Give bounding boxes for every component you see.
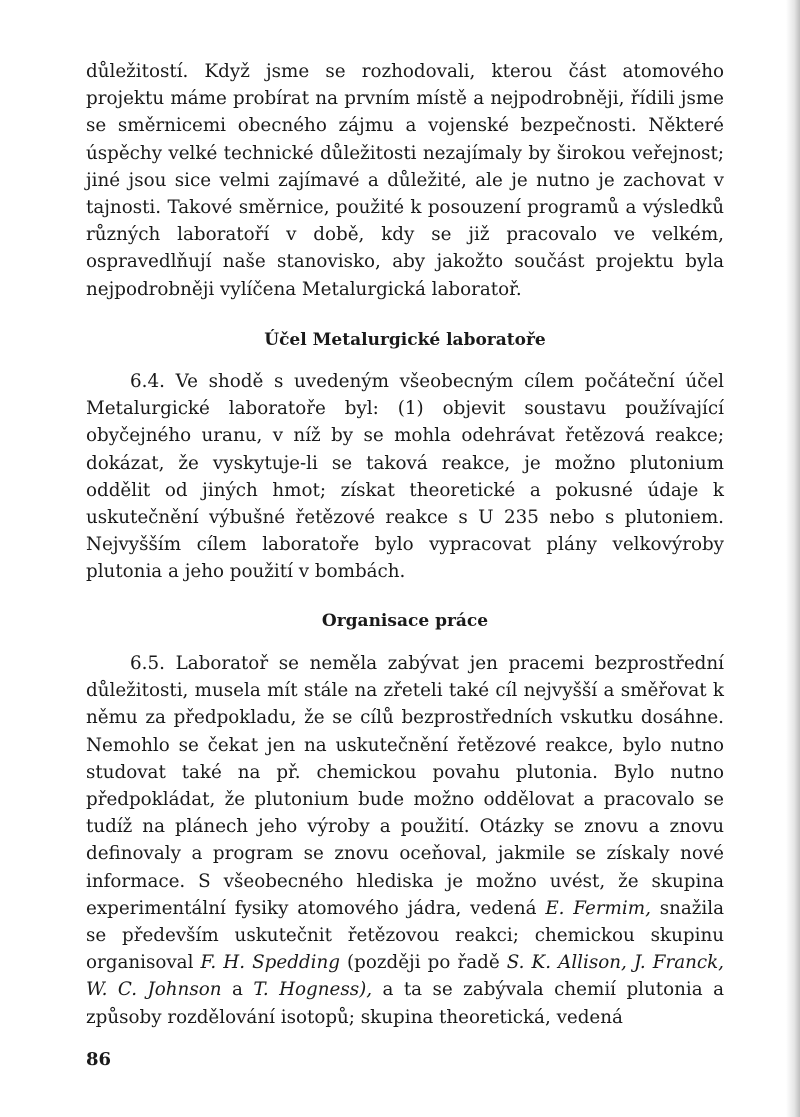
- section-heading-organisation: Organisace práce: [321, 611, 489, 631]
- person-name: S. K. Allison, J. Franck, W. C. Johnson: [86, 952, 724, 1001]
- section-number: 6.4.: [130, 371, 165, 392]
- person-name: T. Hogness),: [253, 979, 373, 1001]
- page-edge-shadow: [786, 0, 800, 1117]
- section-heading-purpose: Účel Metalurgické laboratoře: [264, 330, 546, 350]
- section-text: Ve shodě s uvedeným všeobecným cílem počáteční účel Metalurgické laboratoře byl: (1) objevit soustavu používající obyčejného uranu, v níž by se mohla odehrávat řetězová reakce; dokázat, že vyskytuje-li se taková reakce, je možno plutonium oddělit od jiných hmot; získat theoretické a pokusné údaje k uskutečnění výbušné řetězové reakce s U 235 nebo s plutoniem. Nejvyšším cílem laboratoře bylo vypracovat plány velkovýroby plutonia a jeho použití v bombách.: [86, 371, 724, 583]
- section-6-4-paragraph: [86, 368, 724, 586]
- person-name: F. H. Spedding: [200, 952, 340, 974]
- intro-paragraph: [86, 58, 724, 303]
- intro-paragraph-text: důležitostí. Když jsme se rozhodovali, kterou část atomového projektu máme probírat na prvním místě a nejpodrobněji, řídili jsme se směrnicemi obecného zájmu a vojenské bezpečnosti. Některé úspěchy velké technické důležitosti nezajímaly by širokou veřejnost; jiné jsou sice velmi zajímavé a důležité, ale je nutno je zachovat v tajnosti. Takové směrnice, použité k posouzení programů a výsledků různých laboratoří v době, kdy se již pracovalo ve velkém, ospravedlňují naše stanovisko, aby jakožto součást projektu byla nejpodrobněji vylíčena Metalurgická laboratoř.: [86, 61, 724, 300]
- person-name: E. Fermim,: [545, 897, 651, 919]
- section-text: (později po řadě: [347, 952, 500, 974]
- section-text: a ta se zabývala chemií plutonia a způsoby rozdělování isotopů; skupina theoretická, vedená: [86, 979, 725, 1028]
- page-number: 86: [86, 1049, 112, 1070]
- section-text: Laboratoř se neměla zabývat jen pracemi bezprostřední důležitosti, musela mít stále na zřeteli také cíl nejvyšší a směřovat k němu za předpokladu, že se cílů bezprostředních vskutku dosáhne. Nemohlo se čekat jen na uskutečnění řetězové reakce, bylo nutno studovat také na př. chemickou povahu plutonia. Bylo nutno předpokládat, že plutonium bude možno oddělovat a pracovalo se tudíž na plánech jeho výroby a použití. Otázky se znovu a znovu definovaly a program se znovu oceňoval, jakmile se získaly nové informace. S všeobecného hlediska je možno uvést, že skupina experimentální fysiky atomového jádra, vedená: [86, 653, 724, 919]
- section-text: a: [231, 979, 243, 1001]
- section-6-5-paragraph: [86, 650, 724, 1031]
- section-text: snažila se především uskutečnit řetězovou reakci; chemickou skupinu organisoval: [86, 897, 724, 974]
- section-number: 6.5.: [130, 653, 165, 674]
